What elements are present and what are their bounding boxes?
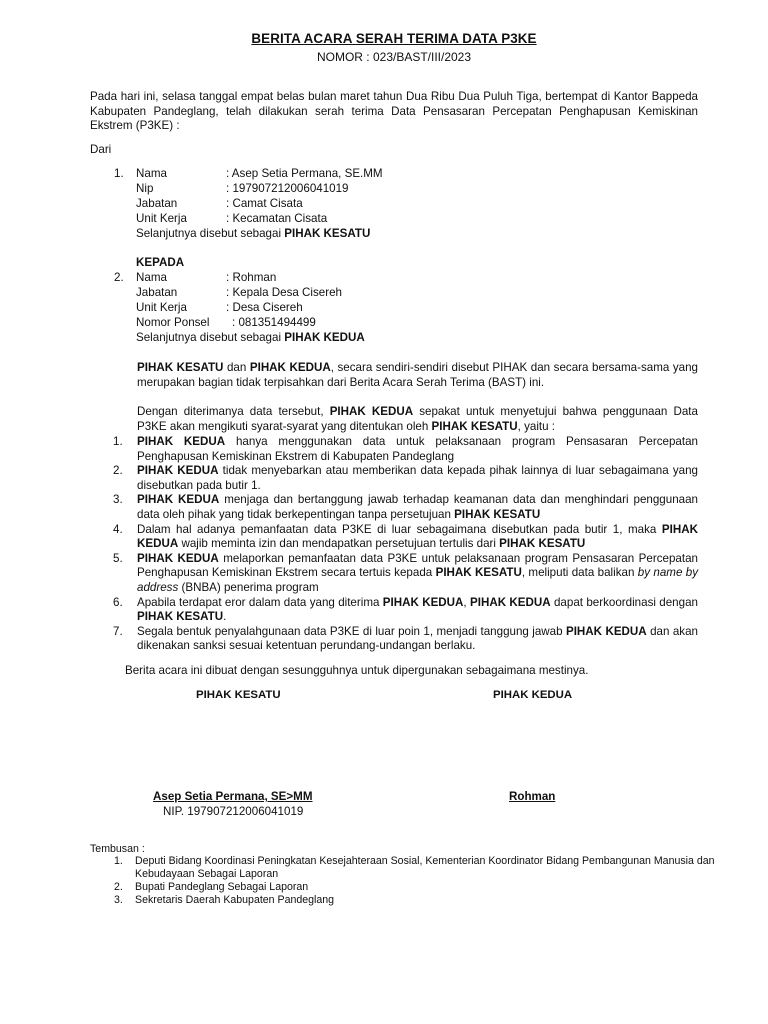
terms-list <box>113 435 698 654</box>
designation-prefix: Selanjutnya disebut sebagai <box>136 227 285 240</box>
cc-text: Bupati Pandeglang Sebagai Laporan <box>135 881 309 893</box>
cc-list <box>90 855 720 907</box>
term-text-part: wajib meminta izin dan mendapatkan persetujuan tertulis dari <box>178 537 500 551</box>
party1-label: Unit Kerja <box>136 212 187 225</box>
term-text-part: , meliputi data balikan <box>521 566 638 580</box>
pk1-ref: PIHAK KESATU <box>454 507 541 521</box>
term-item <box>113 464 698 493</box>
party2-row-phone <box>90 316 698 331</box>
designation-name: PIHAK KEDUA <box>284 331 365 344</box>
term-text-part: (BNBA) penerima program <box>178 580 319 594</box>
term-text-part: tidak menyebarkan atau memberikan data kepada pihak lainnya di luar sebagaimana yang disebutkan pada butir 1. <box>137 464 698 492</box>
party2-label: Nama <box>136 271 167 284</box>
term-text-part: Segala bentuk penyalahgunaan data P3KE di luar poin 1, menjadi tanggung jawab <box>137 624 566 638</box>
pk2-ref: PIHAK KEDUA <box>565 624 647 638</box>
document-title: BERITA ACARA SERAH TERIMA DATA P3KE <box>251 31 537 46</box>
signature-name-right: Rohman <box>509 790 556 803</box>
agreement-part1: Dengan diterimanya data tersebut, <box>137 405 330 418</box>
signature-nip-left: NIP. 197907212006041019 <box>163 805 304 818</box>
signature-name-left: Asep Setia Permana, SE>MM <box>153 790 313 803</box>
term-text <box>137 493 698 522</box>
pk2-ref: PIHAK KEDUA <box>382 595 464 609</box>
cc-number: 1. <box>114 855 123 867</box>
pk2-ref: PIHAK KEDUA <box>137 464 219 478</box>
joint-and: dan <box>223 361 250 374</box>
designation-name: PIHAK KESATU <box>284 227 371 240</box>
party1-designation <box>90 227 698 242</box>
party1-value: : Camat Cisata <box>226 197 303 210</box>
designation-prefix: Selanjutnya disebut sebagai <box>136 331 285 344</box>
from-label: Dari <box>90 143 112 156</box>
party2-label: Jabatan <box>136 286 178 299</box>
term-number: 5. <box>113 551 123 565</box>
term-text <box>137 464 698 493</box>
term-text <box>137 435 698 464</box>
party1-value: : Asep Setia Permana, SE.MM <box>226 167 383 180</box>
party1-block <box>90 167 698 242</box>
term-number: 1. <box>113 435 123 448</box>
pk1-ref: PIHAK KESATU <box>431 419 518 433</box>
cc-item <box>90 894 720 907</box>
to-label-row <box>90 256 698 271</box>
cc-item <box>90 881 720 894</box>
signature-label-right: PIHAK KEDUA <box>493 689 573 701</box>
cc-item <box>90 855 720 881</box>
term-text-part: Dalam hal adanya pemanfaatan data P3KE di luar sebagaimana disebutkan pada butir 1, maka <box>137 522 662 536</box>
term-italic: by name by address <box>137 566 698 594</box>
term-text-part: . <box>223 610 227 624</box>
cc-number: 2. <box>114 881 123 893</box>
party2-value: : Rohman <box>226 271 277 284</box>
term-item <box>113 552 698 596</box>
term-text <box>137 625 698 654</box>
party1-row-name <box>90 167 698 182</box>
closing-statement: Berita acara ini dibuat dengan sesungguhnya untuk dipergunakan sebagaimana mestinya. <box>125 664 589 677</box>
cc-text: Deputi Bidang Koordinasi Peningkatan Kesejahteraan Sosial, Kementerian Koordinator Bidang Pembangunan Manusia dan Kebudayaan Sebagai Laporan <box>135 855 715 880</box>
term-text-part: Apabila terdapat eror dalam data yang diterima <box>137 595 383 609</box>
party2-row-name <box>90 271 698 286</box>
term-number: 7. <box>113 624 123 638</box>
term-number: 4. <box>113 522 123 536</box>
term-number: 2. <box>113 464 123 478</box>
pk1-ref: PIHAK KESATU <box>435 566 522 580</box>
party1-label: Nip <box>136 182 154 195</box>
party1-row-unit <box>90 212 698 227</box>
pk2-ref: PIHAK KEDUA <box>329 405 414 418</box>
party2-block <box>90 256 698 346</box>
cc-number: 3. <box>114 894 123 906</box>
term-text-part: melaporkan pemanfaatan data P3KE untuk pelaksanaan program Pensasaran Percepatan Penghapusan Kemiskinan Ekstrem secara tertuis kepada <box>137 551 698 580</box>
party2-value: : Kepala Desa Cisereh <box>226 286 342 299</box>
term-item <box>113 596 698 625</box>
to-label: KEPADA <box>136 256 185 269</box>
term-text <box>137 552 698 596</box>
term-text <box>137 523 698 552</box>
term-text-part: dapat berkoordinasi dengan <box>550 595 698 609</box>
party1-value: : Kecamatan Cisata <box>226 212 328 225</box>
term-item <box>113 625 698 654</box>
term-text-part: dan akan dikenakan sanksi sesuai ketentuan perundang-undangan berlaku. <box>137 624 698 653</box>
party2-row-unit <box>90 301 698 316</box>
pk2-ref: PIHAK KEDUA <box>137 435 226 448</box>
pk1-ref: PIHAK KESATU <box>137 610 224 624</box>
term-item <box>113 523 698 552</box>
cc-label: Tembusan : <box>90 843 145 855</box>
party1-number: 1. <box>114 167 124 180</box>
term-text-part: hanya menggunakan data untuk pelaksanaan program Pensasaran Percepatan Penghapusan Kemiskinan Ekstrem di Kabupaten Pandeglang <box>137 435 698 463</box>
party1-row-position <box>90 197 698 212</box>
document-number: NOMOR : 023/BAST/III/2023 <box>316 50 472 64</box>
signature-label-left: PIHAK KESATU <box>196 689 281 701</box>
term-text-part: , <box>463 595 470 609</box>
party2-label: Unit Kerja <box>136 301 187 314</box>
term-item <box>113 435 698 464</box>
party1-value: : 197907212006041019 <box>226 182 349 195</box>
pk1-ref: PIHAK KESATU <box>499 537 586 551</box>
agreement-part3: , yaitu : <box>517 419 556 433</box>
opening-paragraph <box>90 90 698 134</box>
cc-text: Sekretaris Daerah Kabupaten Pandeglang <box>135 894 335 906</box>
party1-label: Jabatan <box>136 197 178 210</box>
agreement-part2: sepakat untuk menyetujui bahwa penggunaan Data P3KE akan mengikuti syarat-syarat yang ditentukan oleh <box>137 405 698 433</box>
party1-row-nip <box>90 182 698 197</box>
term-item <box>113 493 698 522</box>
joint-paragraph <box>137 361 698 390</box>
party2-value: : Desa Cisereh <box>226 301 303 314</box>
joint-rest: , secara sendiri-sendiri disebut PIHAK dan secara bersama-sama yang merupakan bagian tidak terpisahkan dari Berita Acara Serah Terima (BAST) ini. <box>137 361 698 389</box>
pk2-ref: PIHAK KEDUA <box>137 493 220 507</box>
party2-designation <box>90 331 698 346</box>
party2-number: 2. <box>114 271 124 284</box>
pk2-ref: PIHAK KEDUA <box>470 595 551 609</box>
term-number: 3. <box>113 493 123 507</box>
party1-label: Nama <box>136 167 167 180</box>
pk2-ref: PIHAK KEDUA <box>137 522 698 551</box>
pk2-ref: PIHAK KEDUA <box>137 551 219 565</box>
party2-row-position <box>90 286 698 301</box>
term-text <box>137 596 698 625</box>
agreement-paragraph <box>137 405 698 434</box>
pk1-ref: PIHAK KESATU <box>137 361 224 374</box>
party2-value: : 081351494499 <box>232 316 316 329</box>
opening-text: Pada hari ini, selasa tanggal empat belas bulan maret tahun Dua Ribu Dua Puluh Tiga, bertempat di Kantor Bappeda Kabupaten Pandeglang, telah dilakukan serah terima Data Pensasaran Percepatan Penghapusan Kemiskinan Ekstrem (P3KE) : <box>90 90 698 133</box>
term-number: 6. <box>113 595 123 609</box>
pk2-ref: PIHAK KEDUA <box>249 361 331 374</box>
term-text-part: menjaga dan bertanggung jawab terhadap keamanan data dan menghindari penggunaan data oleh pihak yang tidak berkepentingan tanpa persetujuan <box>137 493 698 521</box>
party2-label: Nomor Ponsel <box>136 316 210 329</box>
